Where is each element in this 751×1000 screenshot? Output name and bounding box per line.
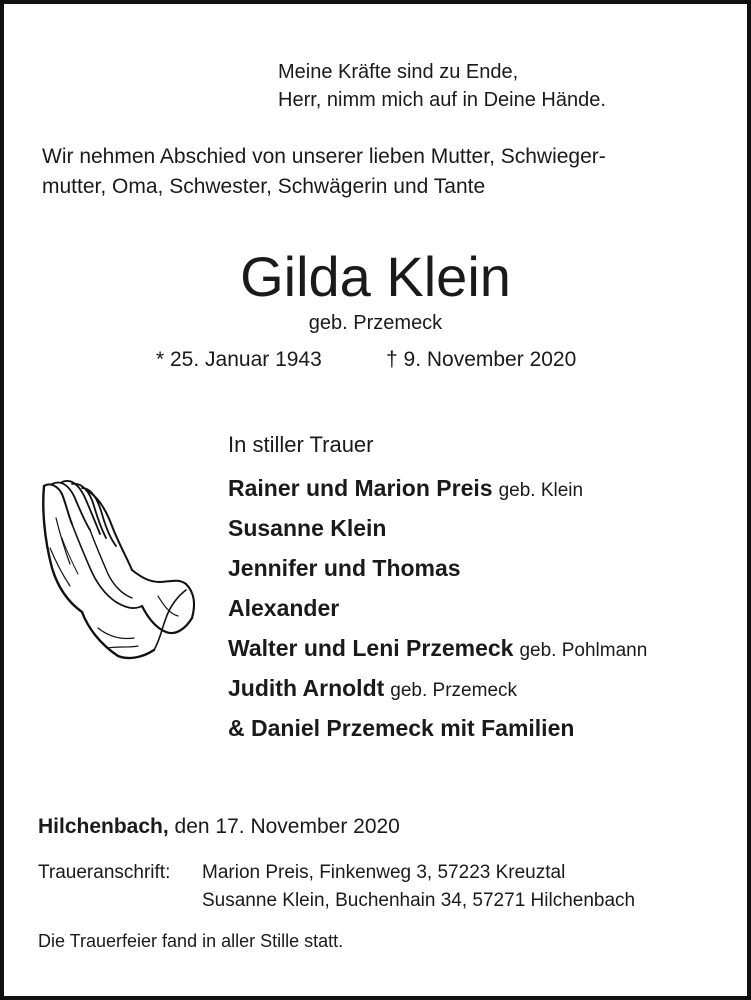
birth-date: * 25. Januar 1943 — [156, 348, 322, 371]
mourner-name: Judith Arnoldt — [228, 675, 385, 701]
intro-text — [42, 142, 606, 202]
date: den 17. November 2020 — [174, 815, 400, 838]
mourner-nee: geb. Klein — [498, 480, 584, 501]
mourner-name: & Daniel Przemeck mit Familien — [228, 715, 575, 741]
mourner-name: Susanne Klein — [228, 515, 387, 541]
mourner-entry — [228, 470, 647, 510]
place-and-date — [38, 812, 400, 842]
funeral-note: Die Trauerfeier fand in aller Stille statt. — [38, 931, 344, 951]
mourner-entry — [228, 630, 647, 670]
mourner-entry — [228, 590, 647, 630]
mourner-name: Alexander — [228, 595, 340, 621]
deceased-name: Gilda Klein — [240, 245, 511, 308]
mourning-heading: In stiller Trauer — [228, 432, 374, 457]
mourner-nee: geb. Przemeck — [390, 680, 518, 701]
death-date: † 9. November 2020 — [386, 348, 577, 371]
address-line-1: Marion Preis, Finkenweg 3, 57223 Kreuztal — [202, 862, 566, 883]
mourner-name: Jennifer und Thomas — [228, 555, 461, 581]
mourner-name: Rainer und Marion Preis — [228, 475, 493, 501]
maiden-name: geb. Przemeck — [308, 312, 443, 334]
verse-line-1: Meine Kräfte sind zu Ende, — [278, 61, 519, 83]
address-line-2: Susanne Klein, Buchenhain 34, 57271 Hilchenbach — [202, 890, 636, 911]
mourner-entry — [228, 670, 647, 710]
verse — [278, 58, 606, 114]
place: Hilchenbach, — [38, 815, 169, 838]
mourner-entry — [228, 710, 647, 750]
address-label: Traueranschrift: — [38, 862, 171, 883]
intro-line-1: Wir nehmen Abschied von unserer lieben Mutter, Schwieger- — [42, 145, 606, 168]
mourner-entry — [228, 550, 647, 590]
praying-hands-icon — [38, 478, 198, 660]
verse-line-2: Herr, nimm mich auf in Deine Hände. — [278, 89, 606, 111]
mourner-nee: geb. Pohlmann — [519, 640, 648, 661]
mourner-entry — [228, 510, 647, 550]
mourners-list — [228, 470, 647, 750]
intro-line-2: mutter, Oma, Schwester, Schwägerin und Tante — [42, 175, 486, 198]
mourner-name: Walter und Leni Przemeck — [228, 635, 514, 661]
